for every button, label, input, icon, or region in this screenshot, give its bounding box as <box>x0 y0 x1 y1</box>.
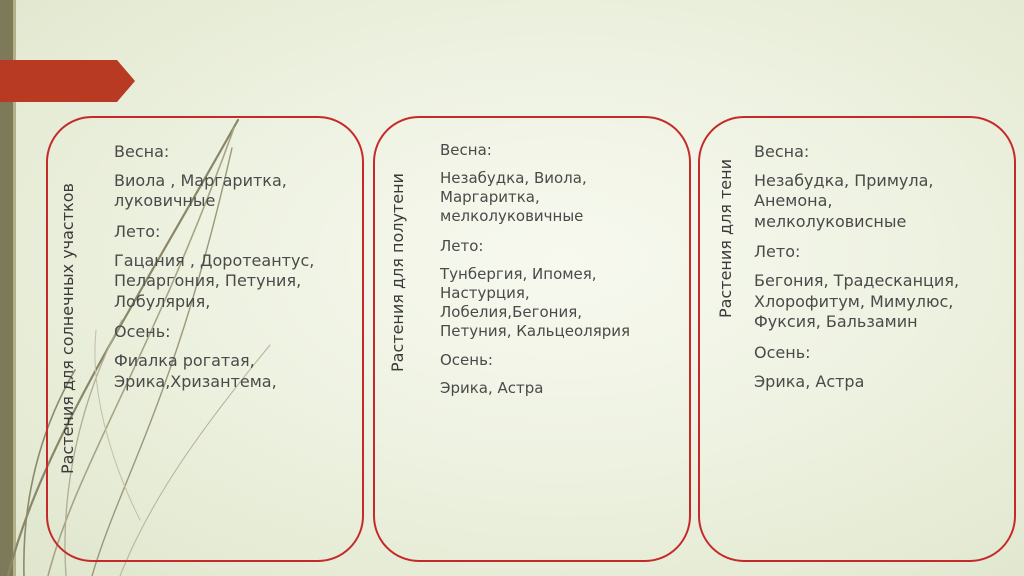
list-line: Незабудка, Виола, <box>440 169 587 187</box>
list-line: Фиалка рогатая, <box>114 351 255 371</box>
spring-plant-list <box>440 169 630 227</box>
summer-plant-list <box>440 265 630 342</box>
spring-label: Весна: <box>114 142 170 161</box>
list-line: Маргаритка, <box>440 188 540 207</box>
list-line: мелколуковисные <box>754 211 907 231</box>
red-arrow-banner <box>0 60 135 102</box>
panel-shade-content <box>754 142 959 402</box>
list-line: Эрика, Астра <box>754 371 865 391</box>
list-line: Хлорофитум, Мимулюс, <box>754 291 954 311</box>
list-line: Эрика,Хризантема, <box>114 371 277 391</box>
list-line: Незабудка, Примула, <box>754 171 934 190</box>
list-line: Лобелия,Бегония, <box>440 302 582 321</box>
autumn-label: Осень: <box>114 322 171 342</box>
list-line: мелколуковичные <box>440 207 584 226</box>
summer-plant-list <box>754 271 959 332</box>
panel-sunny-title: Растения для солнечных участков <box>58 183 77 474</box>
list-line: Лобулярия, <box>114 291 211 311</box>
panel-shade-title: Растения для тени <box>716 158 735 318</box>
spring-plant-list <box>114 171 314 212</box>
list-line: Гацания , Доротеантус, <box>114 250 315 270</box>
summer-label: Лето: <box>114 221 161 241</box>
spring-label: Весна: <box>440 141 492 159</box>
list-line: Виола , Маргаритка, <box>114 171 287 190</box>
panel-partial-shade-title: Растения для полутени <box>388 173 407 372</box>
list-line: Фуксия, Бальзамин <box>754 312 918 332</box>
summer-label: Лето: <box>754 242 801 262</box>
list-line: Пеларгония, Петуния, <box>114 271 302 291</box>
list-line: Петуния, Кальцеолярия <box>440 322 631 341</box>
autumn-plant-list <box>440 379 630 398</box>
spring-plant-list <box>754 171 959 232</box>
list-line: Бегония, Традесканция, <box>754 271 960 291</box>
list-line: Эрика, Астра <box>440 379 544 398</box>
panel-sunny-content <box>114 142 314 402</box>
spring-label: Весна: <box>754 142 810 161</box>
summer-label: Лето: <box>440 236 484 255</box>
panel-partial-shade-content <box>440 141 630 409</box>
list-line: Настурция, <box>440 283 530 302</box>
autumn-label: Осень: <box>754 342 811 362</box>
autumn-plant-list <box>114 351 314 392</box>
list-line: Тунбергия, Ипомея, <box>440 264 597 283</box>
autumn-plant-list <box>754 372 959 392</box>
list-line: Анемона, <box>754 191 833 211</box>
list-line: луковичные <box>114 191 216 211</box>
autumn-label: Осень: <box>440 351 493 370</box>
summer-plant-list <box>114 251 314 312</box>
